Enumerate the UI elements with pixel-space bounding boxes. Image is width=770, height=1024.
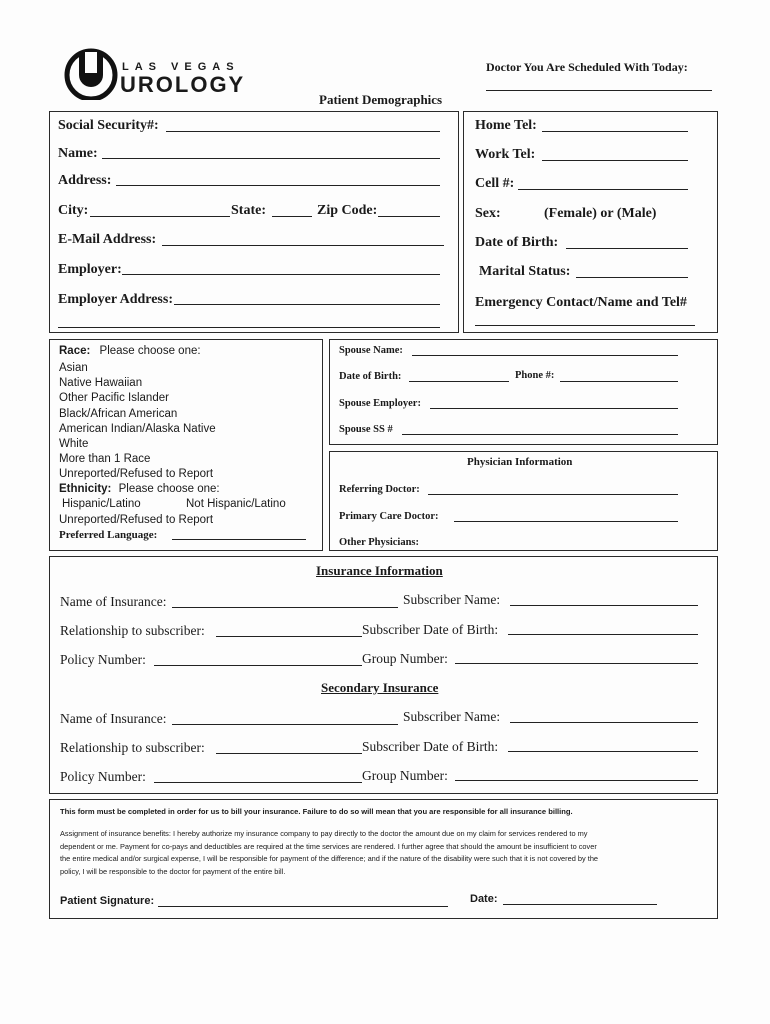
ethnicity-option[interactable]: Unreported/Refused to Report [59,514,214,526]
race-option[interactable]: American Indian/Alaska Native [59,422,216,435]
secondary-subscriber-dob-label: Subscriber Date of Birth: [362,739,499,754]
assignment-line: the entire medical and/or surgical expense, I will be responsible for payment of the difference; and if the nature of the disability were such that it is not covered by the [60,854,599,864]
subscriber-name-label: Subscriber Name: [403,592,501,607]
emergency-label: Emergency Contact/Name and Tel# [475,295,687,310]
address-line[interactable] [116,185,440,186]
zip-line[interactable] [378,216,440,217]
subscriber-dob-label: Subscriber Date of Birth: [362,622,499,637]
state-line[interactable] [272,216,312,217]
secondary-subscriber-name-line[interactable] [510,722,698,723]
email-label: E-Mail Address: [58,232,157,247]
secondary-insurance-name-line[interactable] [172,724,398,725]
date-label: Date: [470,893,498,905]
secondary-subscriber-name-label: Subscriber Name: [403,709,501,724]
spouse-employer-line[interactable] [430,408,678,409]
ethnicity-option[interactable]: Not Hispanic/Latino [186,498,286,510]
employer-label: Employer: [58,262,122,277]
assignment-paragraph [60,828,598,878]
logo-u-icon [64,48,118,100]
referring-doctor-label: Referring Doctor: [339,484,420,495]
name-label: Name: [58,146,98,161]
employer-address-line-2[interactable] [58,327,440,328]
doctor-scheduled-label: Doctor You Are Scheduled With Today: [486,60,688,74]
race-options-list [59,361,216,483]
secondary-relationship-line[interactable] [216,753,362,754]
address-label: Address: [58,173,112,188]
primary-doctor-label: Primary Care Doctor: [339,511,439,522]
cell-line[interactable] [518,189,688,190]
group-number-label: Group Number: [362,651,448,666]
spouse-dob-label: Date of Birth: [339,371,402,382]
state-label: State: [231,203,266,218]
home-tel-line[interactable] [542,131,688,132]
employer-address-line[interactable] [174,304,440,305]
secondary-subscriber-dob-line[interactable] [508,751,698,752]
city-line[interactable] [90,216,230,217]
race-option[interactable]: Native Hawaiian [59,377,143,390]
logo-top-text: LAS VEGAS [122,61,240,73]
cell-label: Cell #: [475,176,515,191]
race-option[interactable]: Black/African American [59,407,178,420]
race-option[interactable]: Asian [59,362,88,374]
policy-number-line[interactable] [154,665,362,666]
subscriber-name-line[interactable] [510,605,698,606]
group-number-line[interactable] [455,663,698,664]
marital-label: Marital Status: [479,264,571,279]
secondary-insurance-name-label: Name of Insurance: [60,711,167,726]
practice-logo [64,48,254,104]
referring-doctor-line[interactable] [428,494,678,495]
race-option[interactable]: White [59,438,89,451]
relationship-label: Relationship to subscriber: [60,623,205,638]
policy-number-label: Policy Number: [60,652,146,667]
ethnicity-heading [59,483,220,495]
spouse-name-line[interactable] [412,355,678,356]
assignment-line: policy, I will be responsible to the doctor for payment of the entire bill. [60,866,286,876]
date-line[interactable] [503,904,657,905]
secondary-policy-number-label: Policy Number: [60,769,146,784]
ethnicity-option[interactable]: Hispanic/Latino [62,498,141,510]
assignment-line: Assignment of insurance benefits: I hereby authorize my insurance company to pay directly to the doctor the amount due on my claim for services rendered to my [60,829,588,838]
spouse-phone-label: Phone #: [515,370,555,381]
secondary-group-number-line[interactable] [455,780,698,781]
physician-title: Physician Information [467,456,573,468]
language-label: Preferred Language: [59,529,158,541]
work-tel-line[interactable] [542,160,688,161]
race-label: Race: [59,345,91,357]
race-heading [59,345,201,357]
spouse-ssn-label: Spouse SS # [339,424,393,435]
insurance-title: Insurance Information [316,563,443,578]
home-tel-label: Home Tel: [475,118,537,133]
race-option[interactable]: Other Pacific Islander [59,392,169,405]
other-physicians-label: Other Physicians: [339,537,420,548]
spouse-dob-line[interactable] [409,381,509,382]
assignment-line: dependent or me. Payment for co-pays and deductibles are required at the time services are rendered. I further agree that should the amount be insufficient to cover [60,841,597,851]
ethnicity-prompt: Please choose one: [118,483,220,495]
employer-line[interactable] [122,274,440,275]
sex-options[interactable]: (Female) or (Male) [544,206,657,221]
spouse-ssn-line[interactable] [402,434,678,435]
secondary-group-number-label: Group Number: [362,768,448,783]
race-option[interactable]: Unreported/Refused to Report [59,468,214,481]
secondary-relationship-label: Relationship to subscriber: [60,740,205,755]
subscriber-dob-line[interactable] [508,634,698,635]
sex-label: Sex: [475,206,501,221]
secondary-insurance-title: Secondary Insurance [321,680,439,695]
work-tel-label: Work Tel: [475,147,536,162]
insurance-name-line[interactable] [172,607,398,608]
language-line[interactable] [172,539,306,540]
billing-notice: This form must be completed in order for us to bill your insurance. Failure to do so will mean that you are responsible for all insurance billing. [60,807,573,816]
city-label: City: [58,203,89,218]
spouse-name-label: Spouse Name: [339,345,403,356]
signature-line[interactable] [158,906,448,907]
email-line[interactable] [162,245,444,246]
insurance-name-label: Name of Insurance: [60,594,167,609]
dob-label: Date of Birth: [475,235,559,250]
name-line[interactable] [102,158,440,159]
zip-label: Zip Code: [317,203,378,218]
secondary-policy-number-line[interactable] [154,782,362,783]
ssn-label: Social Security#: [58,118,159,133]
emergency-line[interactable] [475,325,695,326]
logo-main-text: UROLOGY [120,72,246,97]
relationship-line[interactable] [216,636,362,637]
spouse-employer-label: Spouse Employer: [339,398,421,409]
doctor-scheduled-line[interactable] [486,90,712,91]
race-option[interactable]: More than 1 Race [59,453,151,466]
race-prompt: Please choose one: [99,345,201,357]
employer-address-label: Employer Address: [58,292,173,307]
ethnicity-label: Ethnicity: [59,483,112,495]
primary-doctor-line[interactable] [454,521,678,522]
signature-label: Patient Signature: [60,895,155,907]
dob-line[interactable] [566,248,688,249]
ssn-line[interactable] [166,131,440,132]
marital-line[interactable] [576,277,688,278]
insurance-box [49,556,718,794]
page-title: Patient Demographics [319,92,443,107]
spouse-phone-line[interactable] [560,381,678,382]
